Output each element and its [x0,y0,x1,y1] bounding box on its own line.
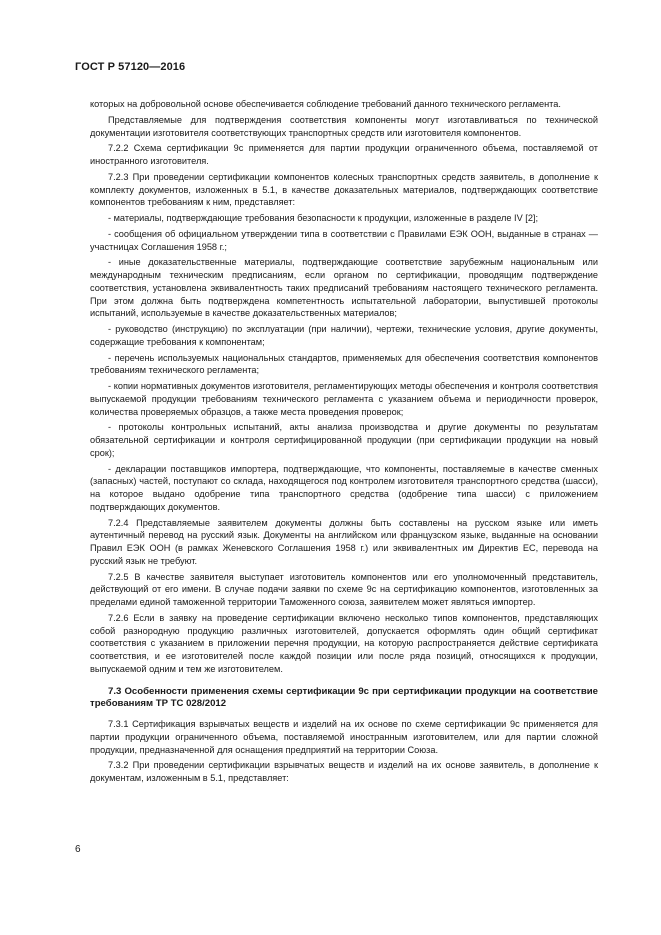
list-item: - сообщения об официальном утверждении типа в соответствии с Правилами ЕЭК ООН, выданные в странах — участницах Соглашения 1958 г.; [90,228,598,252]
paragraph: Представляемые для подтверждения соответствия компоненты могут изготавливаться по технической документации изготовителя соответствующих транспортных средств или изготовителя компонентов. [90,114,598,138]
list-item: - иные доказательственные материалы, подтверждающие соответствие зарубежным национальным или международным техническим предписаниям, если органом по сертификации, проводящим подтверждение соответствия, установлена эквивалентность таких предписаний требованиям настоящего технического регламента. При этом должна быть подтверждена компетентность испытательной лаборатории, выпустившей протоколы испытаний, используемые в качестве доказательственных материалов; [90,257,598,319]
list-item: - материалы, подтверждающие требования безопасности к продукции, изложенные в разделе IV [2]; [108,213,539,223]
paragraph-7-2-4: 7.2.4 Представляемые заявителем документы должны быть составлены на русском языке или иметь аутентичный перевод на русский язык. Документы на английском или французском языке, выданные на основании Правил ЕЭК ООН (в рамках Женевского Соглашения 1958 г.) или эквивалентных им Директив ЕС, перевода на русский язык не требуют. [90,517,598,566]
list-item: - протоколы контрольных испытаний, акты анализа производства и другие документы по результатам обязательной сертификации и контроля сертифицированной продукции (при сертификации продукции на новый срок); [90,422,598,458]
paragraph-7-3-2: 7.3.2 При проведении сертификации взрывчатых веществ и изделий на их основе заявитель, в дополнение к документам, изложенным в 5.1, представляет: [90,760,598,783]
paragraph-7-2-3: 7.2.3 При проведении сертификации компонентов колесных транспортных средств заявитель, в дополнение к комплекту документов, изложенных в 5.1, в качестве доказательных материалов, подтверждающих соответствие компонентов требованиям к ним, представляет: [90,171,598,208]
page-number: 6 [75,844,81,855]
paragraph-7-2-6: 7.2.6 Если в заявку на проведение сертификации включено несколько типов компонентов, представляющих собой разнородную продукцию различных изготовителей, допускается оформлять один общий сертификат соответствия с указанием в приложении перечня продукции, на которую распространяется действие сертификата соответствия, и ее изготовителей после каждой позиции или после ряда позиций, относящихся к продукции, выпускаемой одним и тем же изготовителем. [90,612,598,674]
section-heading-7-3: 7.3 Особенности применения схемы сертификации 9с при сертификации продукции на соответствие требованиям ТР ТС 028/2012 [90,685,598,710]
list-item: - декларации поставщиков импортера, подтверждающие, что компоненты, поставляемые в качестве сменных (запасных) частей, поступают со склада, находящегося под контролем изготовителя транспортного средства (шасси), на которое выдано одобрение типа транспортного средства (одобрение типа шасси) с приложением подтверждающих документов. [90,463,598,512]
document-header: ГОСТ Р 57120—2016 [75,61,186,73]
paragraph-7-2-2: 7.2.2 Схема сертификации 9с применяется для партии продукции ограниченного объема, поставляемой от иностранного изготовителя. [90,143,598,166]
list-item: - копии нормативных документов изготовителя, регламентирующих методы обеспечения и контроля соответствия выпускаемой продукции требованиям технического регламента с указанием объема и периодичности проверок, количества проверяемых образцов, а также места проведения проверок; [90,381,598,417]
paragraph-7-2-5: 7.2.5 В качестве заявителя выступает изготовитель компонентов или его уполномоченный представитель, действующий от его имени. В случае подачи заявки по схеме 9с на сертификацию компонентов, изготовленных за пределами единой таможенной территории Таможенного союза, заявителем может являться импортер. [90,571,598,607]
list-item: - перечень используемых национальных стандартов, применяемых для обеспечения соответствия компонентов требованиям технического регламента; [90,352,598,376]
paragraph-7-3-1: 7.3.1 Сертификация взрывчатых веществ и изделий на их основе по схеме сертификации 9с применяется для партии продукции ограниченного объема, поставляемой иностранным изготовителем, или для партии сложной продукции, предназначенной для оснащения предприятий на территории Союза. [90,719,598,755]
document-body [90,98,598,788]
list-item: - руководство (инструкцию) по эксплуатации (при наличии), чертежи, технические условия, другие документы, содержащие требования к компонентам; [90,324,598,347]
paragraph: которых на добровольной основе обеспечивается соблюдение требований данного технического регламента. [90,99,561,109]
